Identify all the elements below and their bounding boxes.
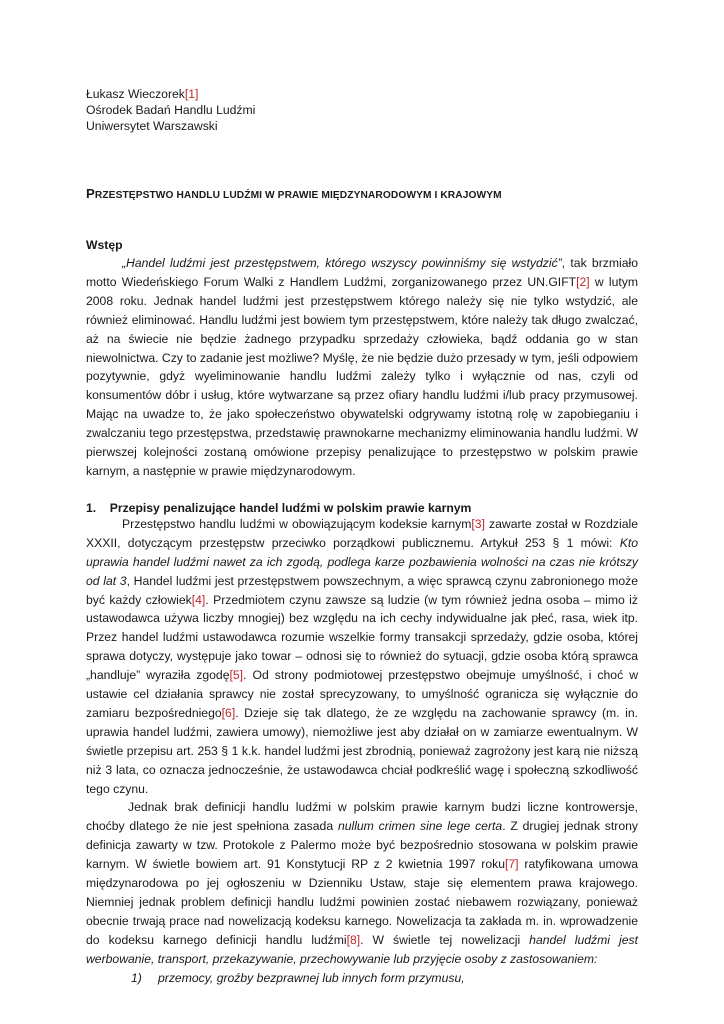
- footnote-ref-6[interactable]: [6]: [221, 705, 236, 720]
- list-number: 1): [131, 970, 142, 985]
- footnote-ref-3[interactable]: [3]: [471, 516, 485, 531]
- section-1-paragraph-2: Jednak brak definicji handlu ludźmi w polskim prawie karnym budzi liczne kontrowersje, choćby dlatego że nie jest spełniona zasada nullum crimen sine lege certa. Z drugiej jednak strony definicja zawarty w tzw. Protokole z Palermo może być bezpośrednio stosowana w polskim prawie karnym. W świetle bowiem art. 91 Konstytucji RP z 2 kwietnia 1997 roku[7] ratyfikowana umowa międzynarodowa po jej ogłoszeniu w Dzienniku Ustaw, staje się elementem prawa krajowego. Niemniej jednak problem definicji handlu ludźmi powinien zostać niebawem rozwiązany, ponieważ obecnie trwają prace nad nowelizacją kodeksu karnego. Nowelizacja ta zakłada m. in. wprowadzenie do kodeksu karnego definicji handlu ludźmi[8]. W świetle tej nowelizacji handel ludźmi jest werbowanie, transport, przekazywanie, przechowywanie lub przyjęcie osoby z zastosowaniem:: [86, 800, 638, 966]
- list-item: [86, 969, 638, 988]
- author-university: Uniwersytet Warszawski: [86, 119, 218, 133]
- author-block: [86, 86, 638, 134]
- footnote-ref-5[interactable]: [5]: [229, 668, 244, 683]
- footnote-ref-7[interactable]: [7]: [505, 857, 519, 872]
- footnote-ref-1[interactable]: [1]: [184, 87, 199, 101]
- list-text: przemocy, groźby bezprawnej lub innych form przymusu,: [158, 970, 465, 985]
- section-1-heading: 1. Przepisy penalizujące handel ludźmi w polskim prawie karnym: [86, 500, 472, 515]
- footnote-ref-2[interactable]: [2]: [576, 274, 590, 289]
- section-1-paragraph-1: Przestępstwo handlu ludźmi w obowiązującym kodeksie karnym[3] zawarte został w Rozdziale XXXII, dotyczącym przestępstw przeciwko porządkowi publicznemu. Artykuł 253 § 1 mówi: Kto uprawia handel ludźmi nawet za ich zgodą, podlega karze pozbawienia wolności na czas nie krótszy od lat 3, Handel ludźmi jest przestępstwem powszechnym, a więc sprawcą czynu zabronionego może być każdy człowiek[4]. Przedmiotem czynu zawsze są ludzie (w tym również jedna osoba – mimo iż ustawodawca używa liczby mnogiej) bez względu na ich cechy indywidualne jak płeć, rasa, wiek itp. Przez handel ludźmi ustawodawca rozumie wszelkie formy transakcji sprzedaży, gdzie osoba, której sprawa dotyczy, występuje jako towar – odnosi się to również do sytuacji, gdzie osoba którą sprawca „handluje” wyraziła zgodę[5]. Od strony podmiotowej przestępstwo obejmuje umyślność, i choć w ustawie cel działania sprawcy nie został sprecyzowany, to umyślność ogranicza się wyłącznie do zamiaru bezpośredniego[6]. Dzieje się tak dlatego, że ze względu na zachowanie sprawcy (m. in. uprawia handel ludźmi, zawiera umowy), niemożliwe jest aby działał on w zamiarze ewentualnym. W świetle przepisu art. 253 § 1 k.k. handel ludźmi jest zbrodnią, ponieważ zagrożony jest karą nie niższą niż 3 lata, co oznacza jednocześnie, że ustawodawca chciał podkreślić wagę i społeczną szkodliwość tego czynu.: [86, 516, 639, 796]
- paper-title: PRZESTĘPSTWO HANDLU LUDŹMI W PRAWIE MIĘDZYNARODOWYM I KRAJOWYM: [86, 186, 502, 201]
- intro-paragraph: „Handel ludźmi jest przestępstwem, którego wszyscy powinniśmy się wstydzić”, tak brzmiało motto Wiedeńskiego Forum Walki z Handlem Ludźmi, zorganizowanego przez UN.GIFT[2] w lutym 2008 roku. Jednak handel ludźmi jest przestępstwem którego należy się nie tylko wstydzić, ale również eliminować. Handlu ludźmi jest bowiem tym przestępstwem, które należy tak długo zwalczać, aż na świecie nie będzie żadnego przypadku sprzedaży człowieka, bądź oddania go w stan niewolnictwa. Czy to zadanie jest możliwe? Myślę, że nie będzie dużo przesady w tym, jeśli odpowiem pozytywnie, gdyż wyeliminowanie handlu ludźmi zależy tylko i wyłącznie od nas, czyli od konsumentów dóbr i usług, które wytwarzane są przez ofiary handlu ludźmi i/lub pracy przymusowej. Mając na uwadze to, że jako społeczeństwo obywatelski odgrywamy istotną rolę w zapobieganiu i zwalczaniu tego przestępstwa, przedstawię prawnokarne mechanizmy eliminowania handlu ludźmi. W pierwszej kolejności zostaną omówione przepisy penalizujące to przestępstwo w polskim prawie karnym, a następnie w prawie międzynarodowym.: [86, 256, 638, 478]
- author-institute: Ośrodek Badań Handlu Ludźmi: [86, 103, 256, 117]
- author-name: Łukasz Wieczorek: [86, 87, 185, 101]
- footnote-ref-4[interactable]: [4]: [191, 592, 206, 607]
- footnote-ref-8[interactable]: [8]: [346, 932, 361, 947]
- intro-heading: Wstęp: [86, 238, 123, 252]
- document-page: [86, 86, 638, 988]
